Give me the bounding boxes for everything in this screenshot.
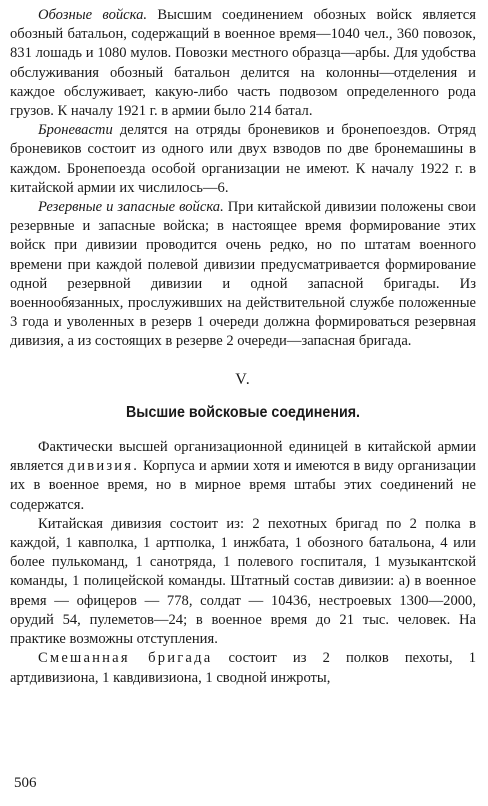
paragraph-armored-units: [10, 121, 476, 198]
paragraph-convoy-troops: [10, 6, 476, 121]
paragraph-text: делятся на отряды броневиков и бронепоездов. Отряд броневиков состоит из одного или двух взводов по две бронемашины в каждом. Бронепоезда особой организации не имеют. К началу 1922 г. в китайской армии их числилось—6.: [10, 122, 476, 196]
paragraph-highest-unit: [10, 438, 476, 515]
paragraph-division-composition: Китайская дивизия состоит из: 2 пехотных бригад по 2 полка в каждой, 1 кавполка, 1 артполка, 1 инжбата, 1 обозного батальона, 4 или более пулькоманд, 1 санотряда, 1 полевого госпиталя, 1 музыкантской команды, 1 полицейской команды. Штатный состав дивизии: а) в военное время — офицеров — 778, солдат — 10436, нестроевых 1300—2000, орудий 54, пулеметов—24; в военное время до 21 тыс. человек. На практике возможны отступления.: [10, 515, 476, 648]
page-number: 506: [14, 775, 37, 791]
paragraph-reserve-troops: [10, 198, 476, 352]
paragraph-mixed-brigade: [10, 649, 476, 687]
emphasized-term: дивизия.: [67, 458, 140, 475]
section-heading: Высшие войсковые соединения.: [125, 403, 361, 421]
emphasized-term: Смешанная бригада: [38, 650, 213, 667]
paragraph-text: Фактически высшей организационной единицей в китайской армии является: [10, 439, 476, 475]
paragraph-text: Корпуса и армии хотя и имеются в виду организации их в военное время, но в мирное время штабы этих соединений не содержатся.: [10, 458, 476, 513]
paragraph-lead: Броневасти: [38, 122, 113, 139]
section-number: V.: [235, 370, 251, 388]
paragraph-lead: Резервные и запасные войска.: [38, 199, 224, 216]
paragraph-text: Высшим соединением обозных войск является обозный батальон, содержащий в военное время—1040 чел., 360 повозок, 831 лошадь и 1080 мулов. Повозки местного образца—арбы. Для удобства обслуживания обозный батальон делится на колонны—отделения и каждое обслуживает, какую-либо часть подвозом определенного рода грузов. К началу 1921 г. в армии было 214 батал.: [10, 7, 476, 120]
paragraph-text: состоит из 2 полков пехоты, 1 артдивизиона, 1 кавдивизиона, 1 сводной инжроты,: [10, 650, 476, 686]
paragraph-text: При китайской дивизии положены свои резервные и запасные войска; в настоящее время формирование этих войск при дивизии проводится очень редко, но по штатам военного времени при каждой полевой дивизии предусматривается формирование одной резервной дивизии и одной запасной бригады. Из военнообязанных, прослуживших на действительной службе положенные 3 года и уволенных в резерв 1 очереди должна формироваться резервная дивизия, а из состоящих в резерве 2 очереди—запасная бригада.: [10, 199, 476, 350]
paragraph-lead: Обозные войска.: [38, 7, 148, 23]
